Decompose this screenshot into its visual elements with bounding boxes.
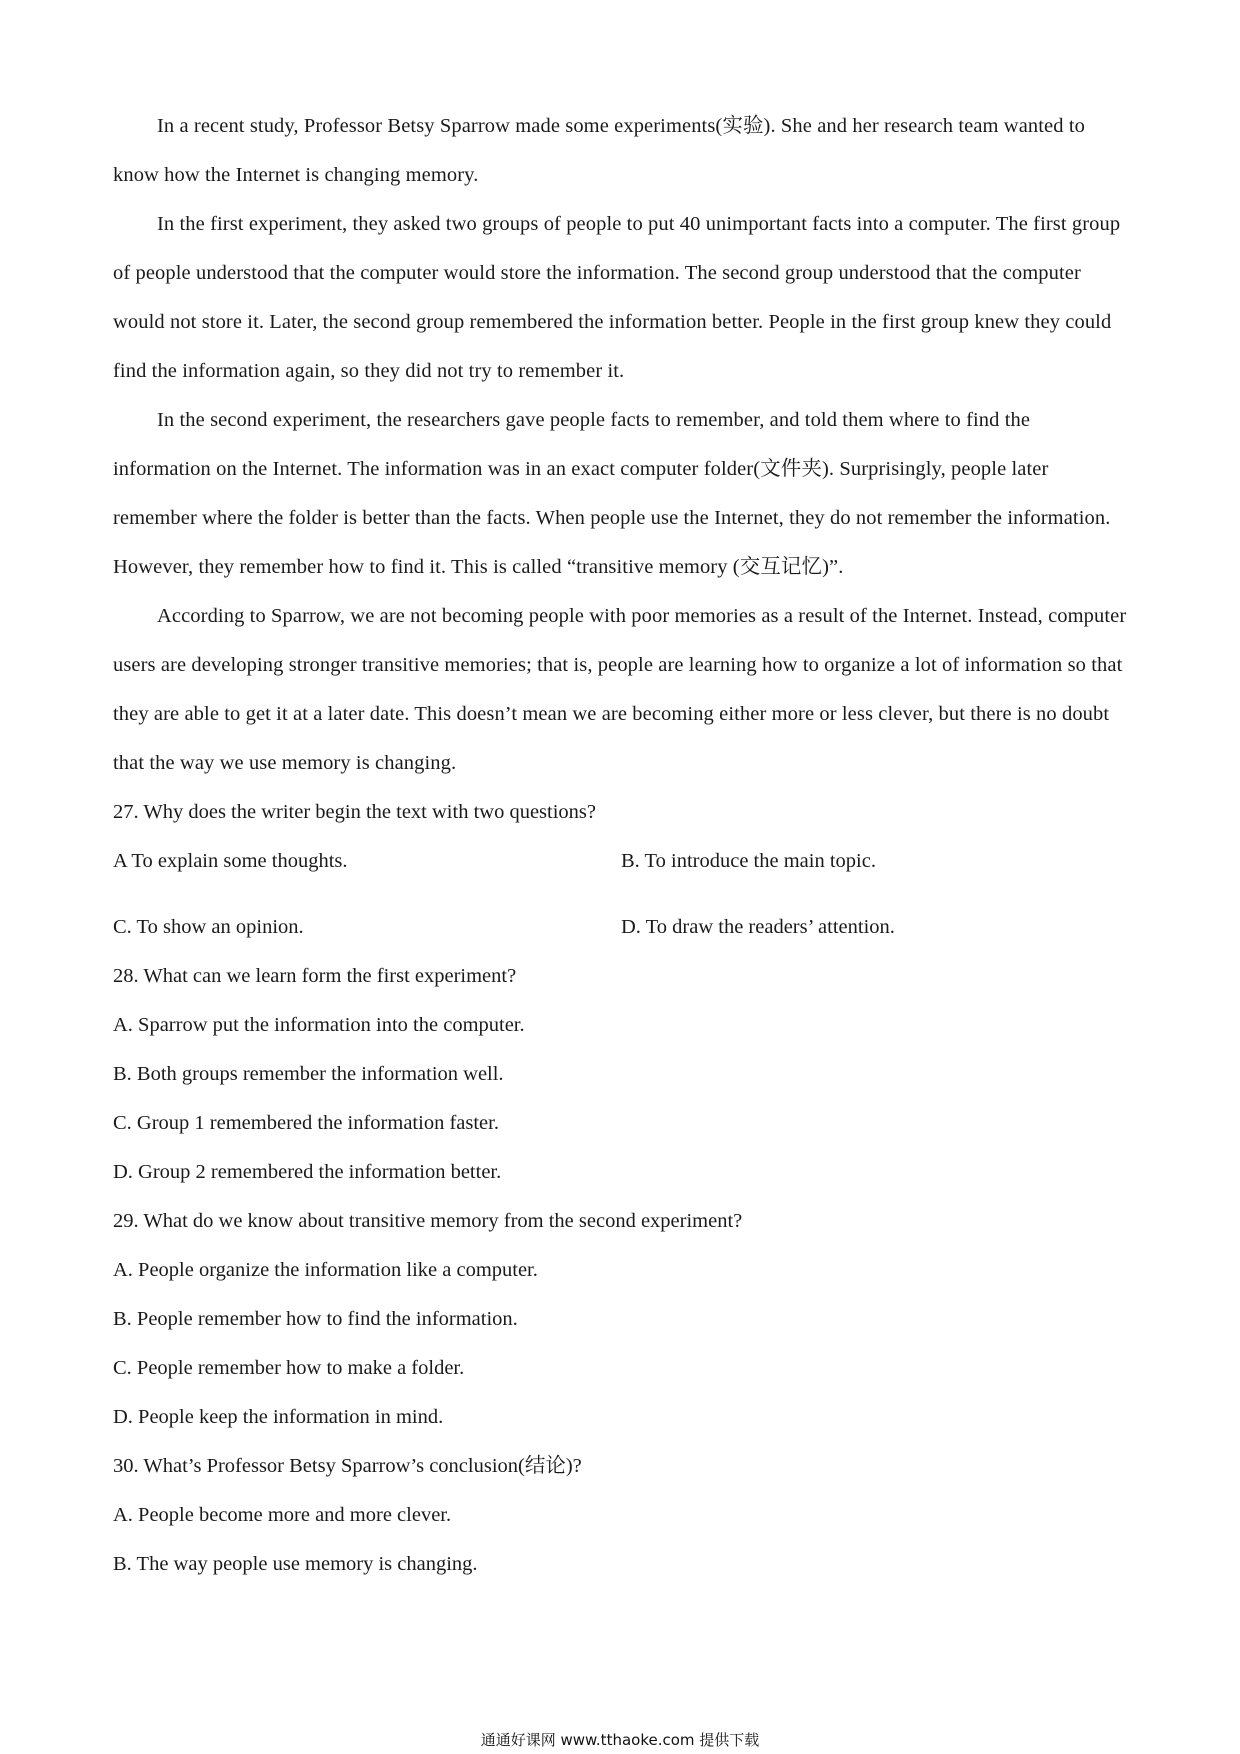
question-28-option-c: C. Group 1 remembered the information faster. <box>113 1112 499 1134</box>
passage-paragraph-4: According to Sparrow, we are not becoming people with poor memories as a result of the Internet. Instead, computer users are developing stronger transitive memories; that is, people are learning how to organize a lot of information so that they are able to get it at a later date. This doesn’t mean we are becoming either more or less clever, but there is no doubt that the way we use memory is changing. <box>113 605 1127 774</box>
question-27-options-row-2 <box>113 903 1133 952</box>
question-27-options-row-1 <box>113 837 1133 886</box>
question-28-option-a: A. Sparrow put the information into the computer. <box>113 1014 525 1036</box>
footer-source-text: 通通好课网 www.tthaoke.com 提供下载 <box>480 1731 760 1749</box>
passage-paragraph-3: In the second experiment, the researchers gave people facts to remember, and told them where to find the information on the Internet. The information was in an exact computer folder(文件夹). Surprisingly, people later remember where the folder is better than the facts. When people use the Internet, they do not remember the information. However, they remember how to find it. This is called “transitive memory (交互记忆)”. <box>113 409 1111 578</box>
question-30-option-a: A. People become more and more clever. <box>113 1504 452 1526</box>
question-30 <box>113 1442 1133 1589</box>
question-29 <box>113 1197 1133 1442</box>
question-28 <box>113 952 1133 1197</box>
question-29-option-c: C. People remember how to make a folder. <box>113 1357 465 1379</box>
question-30-stem: 30. What’s Professor Betsy Sparrow’s conclusion(结论)? <box>113 1455 582 1477</box>
question-27-option-b: B. To introduce the main topic. <box>621 850 876 872</box>
question-29-option-a: A. People organize the information like a computer. <box>113 1259 538 1281</box>
question-29-stem: 29. What do we know about transitive memory from the second experiment? <box>113 1210 743 1232</box>
question-29-option-d: D. People keep the information in mind. <box>113 1406 444 1428</box>
document-body <box>113 102 1133 1589</box>
question-27-option-d: D. To draw the readers’ attention. <box>621 916 895 938</box>
question-27 <box>113 788 1133 952</box>
question-29-option-b: B. People remember how to find the information. <box>113 1308 518 1330</box>
question-28-option-d: D. Group 2 remembered the information better. <box>113 1161 502 1183</box>
question-28-option-b: B. Both groups remember the information well. <box>113 1063 504 1085</box>
question-30-option-b: B. The way people use memory is changing. <box>113 1553 478 1575</box>
question-27-stem: 27. Why does the writer begin the text with two questions? <box>113 801 596 823</box>
question-27-option-a: A To explain some thoughts. <box>113 850 348 872</box>
question-28-stem: 28. What can we learn form the first experiment? <box>113 965 517 987</box>
question-27-option-c: C. To show an opinion. <box>113 916 304 938</box>
passage-paragraph-2: In the first experiment, they asked two groups of people to put 40 unimportant facts into a computer. The first group of people understood that the computer would store the information. The second group understood that the computer would not store it. Later, the second group remembered the information better. People in the first group knew they could find the information again, so they did not try to remember it. <box>113 213 1121 382</box>
passage-paragraph-1: In a recent study, Professor Betsy Sparrow made some experiments(实验). She and her research team wanted to know how the Internet is changing memory. <box>113 115 1085 186</box>
